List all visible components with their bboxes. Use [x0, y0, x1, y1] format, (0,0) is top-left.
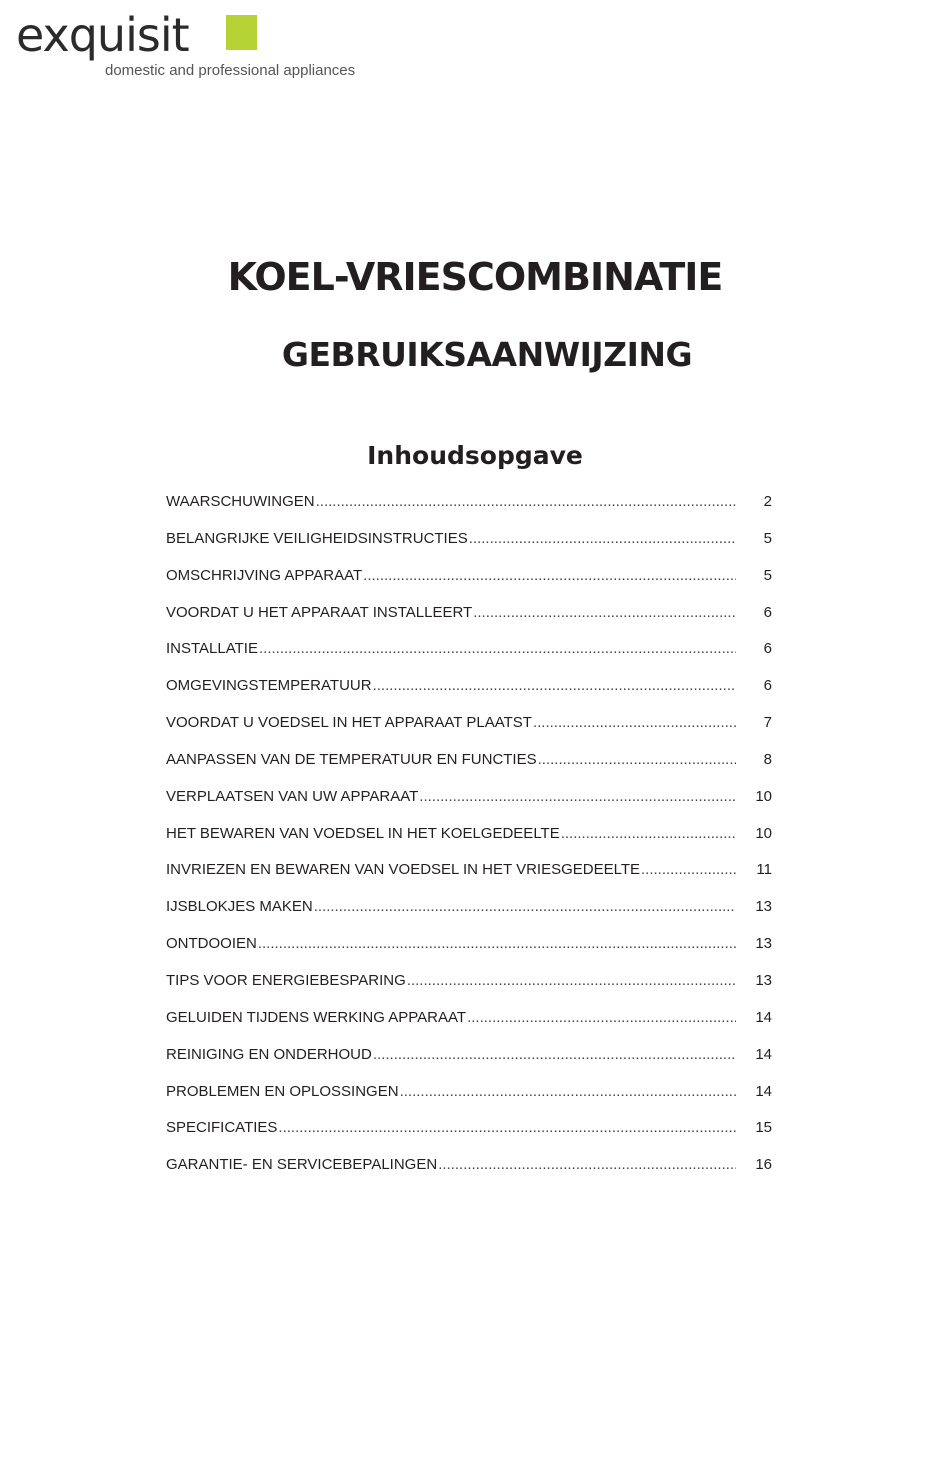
document-subtitle: GEBRUIKSAANWIJZING [281, 335, 693, 374]
toc-entry-page: 5 [763, 529, 772, 547]
table-of-contents [166, 484, 772, 1184]
toc-entry-label: VOORDAT U VOEDSEL IN HET APPARAAT PLAATST [166, 714, 532, 732]
toc-entry [166, 1000, 772, 1037]
toc-entry-page: 13 [755, 971, 772, 989]
toc-entry-label: SPECIFICATIES [166, 1119, 278, 1137]
toc-entry [166, 558, 772, 595]
toc-entry-page: 2 [763, 493, 772, 510]
toc-entry-label: ONTDOOIEN [166, 935, 257, 953]
toc-entry [166, 668, 772, 705]
toc-entry-label: TIPS VOOR ENERGIEBESPARING [166, 971, 406, 989]
toc-entry-page: 8 [763, 750, 772, 768]
toc-entry [166, 816, 772, 853]
toc-entry-page: 6 [763, 603, 772, 621]
toc-dot-leader [373, 668, 736, 704]
toc-entry-page: 13 [755, 898, 772, 916]
toc-entry-label: VERPLAATSEN VAN UW APPARAAT [166, 787, 419, 805]
toc-entry-page: 10 [755, 787, 772, 805]
toc-entry-page: 13 [755, 935, 772, 953]
toc-entry-label: OMGEVINGSTEMPERATUUR [166, 677, 372, 695]
toc-entry [166, 1074, 772, 1111]
toc-dot-leader [473, 595, 736, 631]
toc-dot-leader [278, 1110, 736, 1146]
toc-entry-page: 15 [755, 1119, 772, 1137]
brand-square-icon [226, 15, 257, 50]
toc-entry-page: 16 [755, 1156, 772, 1174]
toc-dot-leader [561, 816, 736, 852]
toc-entry [166, 889, 772, 926]
toc-entry [166, 631, 772, 668]
brand-name: exquisit [16, 8, 189, 62]
document-title: KOEL-VRIESCOMBINATIE [227, 255, 723, 299]
toc-entry-page: 14 [755, 1008, 772, 1026]
toc-dot-leader [316, 484, 736, 520]
toc-dot-leader [467, 1000, 736, 1036]
toc-entry [166, 742, 772, 779]
toc-entry [166, 852, 772, 889]
toc-entry-label: BELANGRIJKE VEILIGHEIDSINSTRUCTIES [166, 529, 468, 547]
toc-dot-leader [407, 963, 736, 999]
toc-entry-page: 6 [763, 640, 772, 658]
toc-dot-leader [641, 852, 736, 888]
toc-entry-label: GARANTIE- EN SERVICEBEPALINGEN [166, 1156, 438, 1174]
toc-entry [166, 705, 772, 742]
toc-dot-leader [438, 1147, 736, 1183]
toc-entry-label: VOORDAT U HET APPARAAT INSTALLEERT [166, 603, 473, 621]
toc-entry [166, 484, 772, 521]
toc-entry [166, 1147, 772, 1184]
toc-dot-leader [419, 779, 736, 815]
toc-entry-page: 14 [755, 1045, 772, 1063]
toc-entry [166, 595, 772, 632]
toc-entry-page: 5 [763, 566, 772, 584]
toc-dot-leader [363, 558, 736, 594]
toc-entry-label: IJSBLOKJES MAKEN [166, 898, 313, 916]
toc-entry-label: INVRIEZEN EN BEWAREN VAN VOEDSEL IN HET VRIESGEDEELTE [166, 861, 640, 879]
toc-entry-label: WAARSCHUWINGEN [166, 493, 315, 510]
toc-entry-page: 7 [763, 714, 772, 732]
toc-dot-leader [533, 705, 736, 741]
toc-entry-label: GELUIDEN TIJDENS WERKING APPARAAT [166, 1008, 467, 1026]
toc-dot-leader [400, 1074, 736, 1110]
toc-entry-label: AANPASSEN VAN DE TEMPERATUUR EN FUNCTIES [166, 750, 537, 768]
toc-entry-page: 14 [755, 1082, 772, 1100]
toc-entry [166, 521, 772, 558]
toc-entry [166, 779, 772, 816]
toc-entry-label: OMSCHRIJVING APPARAAT [166, 566, 363, 584]
toc-entry [166, 926, 772, 963]
toc-dot-leader [258, 926, 736, 962]
toc-dot-leader [538, 742, 736, 778]
toc-heading: Inhoudsopgave [367, 441, 583, 470]
toc-dot-leader [373, 1037, 736, 1073]
brand-tagline: domestic and professional appliances [105, 62, 356, 79]
toc-entry [166, 963, 772, 1000]
toc-entry [166, 1110, 772, 1147]
toc-entry-label: REINIGING EN ONDERHOUD [166, 1045, 372, 1063]
toc-entry-label: INSTALLATIE [166, 640, 258, 658]
toc-entry-page: 6 [763, 677, 772, 695]
toc-entry-label: HET BEWAREN VAN VOEDSEL IN HET KOELGEDEELTE [166, 824, 560, 842]
toc-dot-leader [259, 631, 736, 667]
toc-entry-label: PROBLEMEN EN OPLOSSINGEN [166, 1082, 399, 1100]
brand-logo [16, 8, 396, 88]
toc-entry-page: 10 [755, 824, 772, 842]
toc-entry [166, 1037, 772, 1074]
toc-dot-leader [469, 521, 736, 557]
toc-dot-leader [314, 889, 736, 925]
toc-entry-page: 11 [756, 861, 772, 879]
